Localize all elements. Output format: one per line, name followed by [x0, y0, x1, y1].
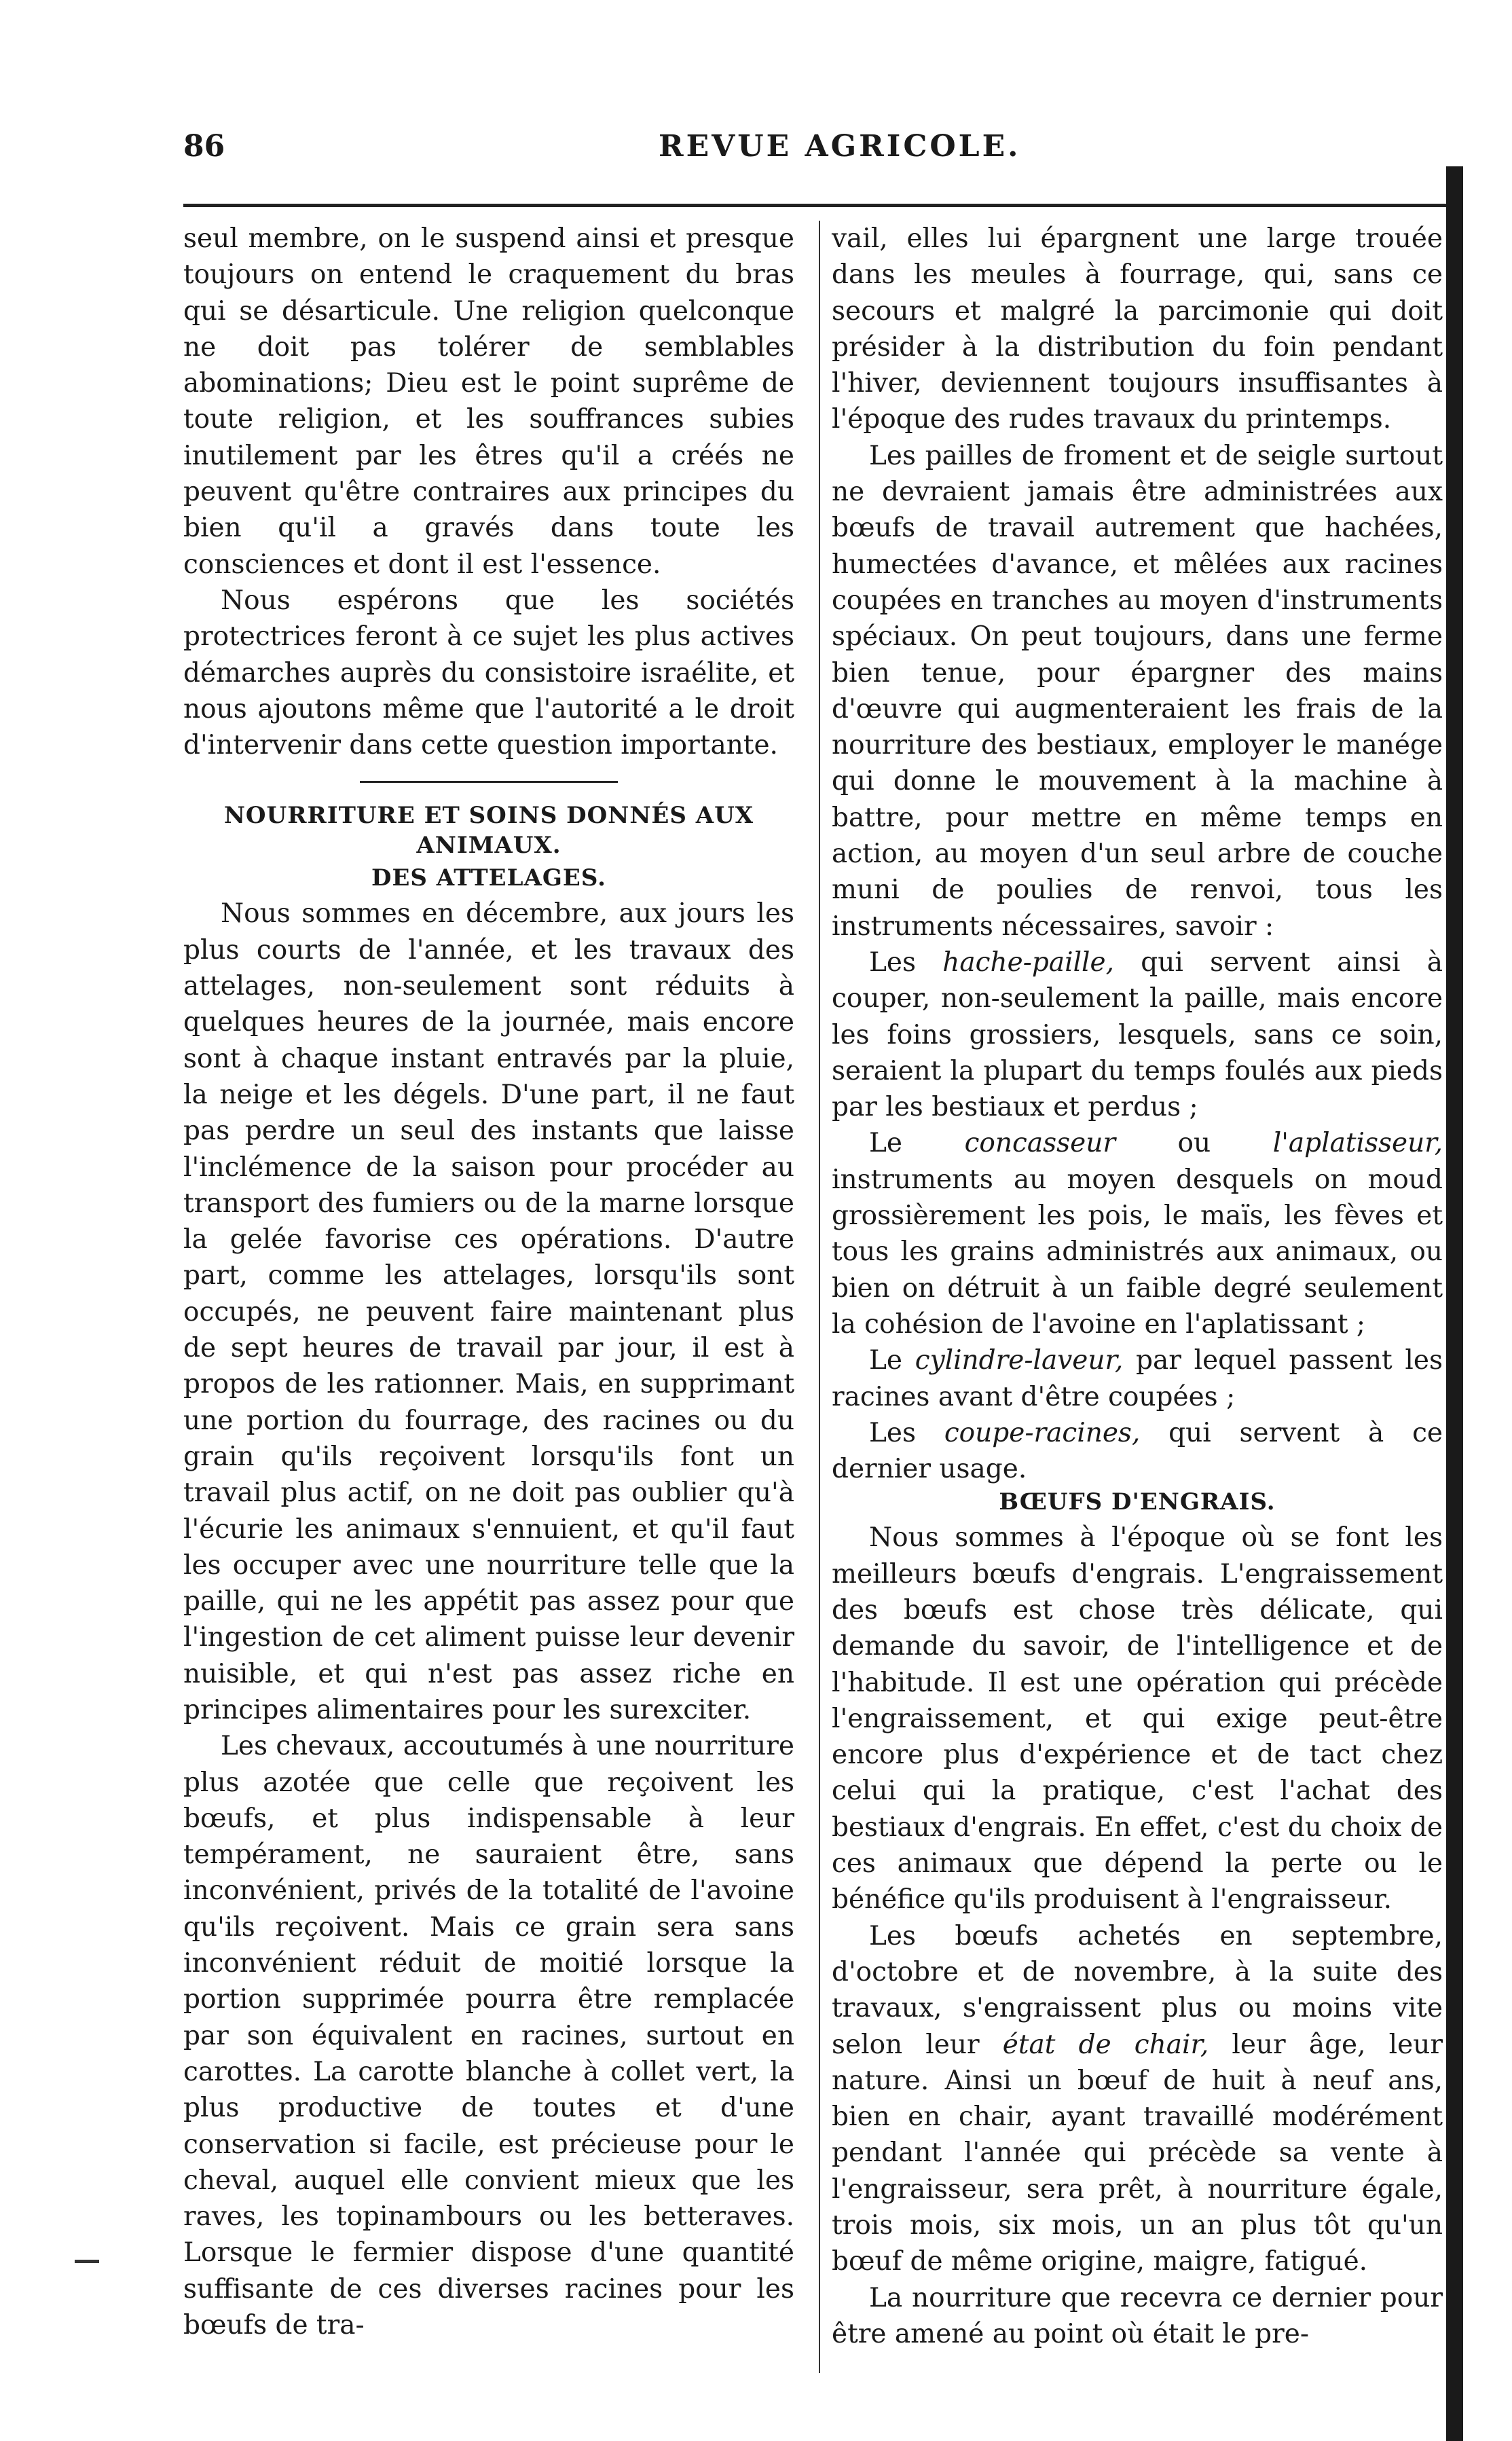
right-column: [832, 221, 1443, 2352]
section-divider: [360, 781, 618, 783]
section-title: NOURRITURE ET SOINS DONNÉS AUX ANIMAUX.: [223, 802, 754, 860]
text-run: Les bœufs achetés en septembre, d'octobre et de novembre, à la suite des travaux, s'engraissent plus ou moins vite selon leur: [832, 1920, 1443, 2060]
header-rule: [183, 204, 1446, 207]
paragraph: Nous sommes en décembre, aux jours les plus courts de l'année, et les travaux des attelages, non-seulement sont réduits à quelques heures de la journée, mais encore sont à chaque instant entravés par la pluie, la neige et les dégels. D'une part, il ne faut pas perdre un seul des instants que laisse l'inclémence de la saison pour procéder au transport des fumiers ou de la marne lorsque la gelée favorise ces opérations. D'autre part, comme les attelages, lorsqu'ils sont occupés, ne peuvent faire maintenant plus de sept heures de travail par jour, il est à propos de les rationner. Mais, en supprimant une portion du fourrage, des racines ou du grain qu'ils reçoivent lorsqu'ils font un travail plus actif, on ne doit pas oublier qu'à l'écurie les animaux s'ennuient, et qu'il faut les occuper avec une nourriture telle que la paille, qui ne les appétit pas assez pour que l'ingestion de cet aliment puisse leur devenir nuisible, et qui n'est pas assez riche en principes alimentaires pour les surexciter.: [183, 898, 794, 1725]
emphasis: état de chair,: [1002, 2029, 1209, 2060]
emphasis: hache-paille,: [942, 947, 1114, 978]
text-run: ou: [1115, 1128, 1273, 1159]
paragraph: La nourriture que recevra ce dernier pour être amené au point où était le pre-: [832, 2282, 1443, 2349]
text-run: qui servent ainsi à couper, non-seulement la paille, mais encore les foins grossiers, lesquels, sans ce soin, seraient la plupart du temps foulés aux pieds par les bestiaux et perdus ;: [832, 947, 1443, 1123]
paragraph: Les chevaux, accoutumés à une nourriture plus azotée que celle que reçoivent les bœufs, et plus indispensable à leur tempérament, ne sauraient être, sans inconvénient, privés de la totalité de l'avoine qu'ils reçoivent. Mais ce grain sera sans inconvénient réduit de moitié lorsque la portion supprimée pourra être remplacée par son équivalent en racines, surtout en carottes. La carotte blanche à collet vert, la plus productive de toutes et d'une conservation si facile, est précieuse pour le cheval, auquel elle convient mieux que les raves, les topinambours ou les betteraves. Lorsque le fermier dispose d'une quantité suffisante de ces diverses racines pour les bœufs de tra-: [183, 1731, 794, 2341]
emphasis: cylindre-laveur,: [915, 1345, 1124, 1376]
paragraph: [832, 1918, 1443, 2280]
text-run: Le: [869, 1128, 965, 1159]
margin-mark: [75, 2260, 99, 2263]
paragraph: [832, 1342, 1443, 1415]
left-column: [183, 221, 794, 2343]
text-run: par lequel passent les racines avant d'être coupées ;: [832, 1345, 1443, 1412]
paragraph: [832, 944, 1443, 1125]
subsection-title: DES ATTELAGES.: [371, 864, 607, 892]
emphasis: l'aplatisseur,: [1272, 1128, 1443, 1159]
paragraph: Nous sommes à l'époque où se font les meilleurs bœufs d'engrais. L'engraissement des bœufs est chose très délicate, qui demande du savoir, de l'intelligence et de l'habitude. Il est une opération qui précède l'engraissement, et qui exige peut-être encore plus d'expérience et de tact chez celui qui la pratique, c'est l'achat des bestiaux d'engrais. En effet, c'est du choix de ces animaux que dépend la perte ou le bénéfice qu'ils produisent à l'engraisseur.: [832, 1522, 1443, 1915]
text-run: qui servent à ce dernier usage.: [832, 1417, 1443, 1485]
emphasis: concasseur: [964, 1128, 1115, 1159]
scan-edge-shadow: [1446, 166, 1463, 2441]
running-head: REVUE AGRICOLE.: [659, 129, 1021, 164]
paragraph: Les pailles de froment et de seigle surtout ne devraient jamais être administrées aux bœufs de travail autrement que hachées, humectées d'avance, et mêlées aux racines coupées en tranches au moyen d'instruments spéciaux. On peut toujours, dans une ferme bien tenue, pour épargner des mains d'œuvre qui augmenteraient les frais de la nourriture des bestiaux, employer le manége qui donne le mouvement à la machine à battre, pour mettre en même temps en action, au moyen d'un seul arbre de couche muni de poulies de renvoi, tous les instruments nécessaires, savoir :: [832, 440, 1443, 942]
column-divider: [819, 221, 820, 2373]
subsection-title: BŒUFS D'ENGRAIS.: [999, 1488, 1276, 1516]
emphasis: coupe-racines,: [944, 1417, 1141, 1448]
text-run: Les: [869, 1417, 944, 1448]
paragraph: vail, elles lui épargnent une large trouée dans les meules à fourrage, qui, sans ce secours et malgré la parcimonie qui doit présider à la distribution du foin pendant l'hiver, deviennent toujours insuffisantes à l'époque des rudes travaux du printemps.: [832, 223, 1443, 435]
text-run: leur âge, leur nature. Ainsi un bœuf de huit à neuf ans, bien en chair, ayant travaillé modérément pendant l'année qui précède sa vente à l'engraisseur, sera prêt, à nourriture égale, trois mois, six mois, un an plus tôt qu'un bœuf de même origine, maigre, fatigué.: [832, 2029, 1443, 2277]
page-header: [183, 129, 1405, 183]
text-run: Les: [869, 947, 943, 978]
paragraph: seul membre, on le suspend ainsi et presque toujours on entend le craquement du bras qui se désarticule. Une religion quelconque ne doit pas tolérer de semblables abominations; Dieu est le point suprême de toute religion, et les souffrances subies inutilement par les êtres qu'il a créés ne peuvent qu'être contraires aux principes du bien qu'il a gravés dans toute les consciences et dont il est l'essence.: [183, 223, 794, 580]
paragraph: Nous espérons que les sociétés protectrices feront à ce sujet les plus actives démarches auprès du consistoire israélite, et nous ajoutons même que l'autorité a le droit d'intervenir dans cette question importante.: [183, 585, 794, 761]
paragraph: [832, 1125, 1443, 1342]
text-run: instruments au moyen desquels on moud grossièrement les pois, le maïs, les fèves et tous les grains administrés aux animaux, ou bien on détruit à un faible degré seulement la cohésion de l'avoine en l'aplatissant ;: [832, 1164, 1443, 1340]
page-number: 86: [183, 129, 225, 164]
text-run: Le: [869, 1345, 915, 1376]
paragraph: [832, 1415, 1443, 1488]
